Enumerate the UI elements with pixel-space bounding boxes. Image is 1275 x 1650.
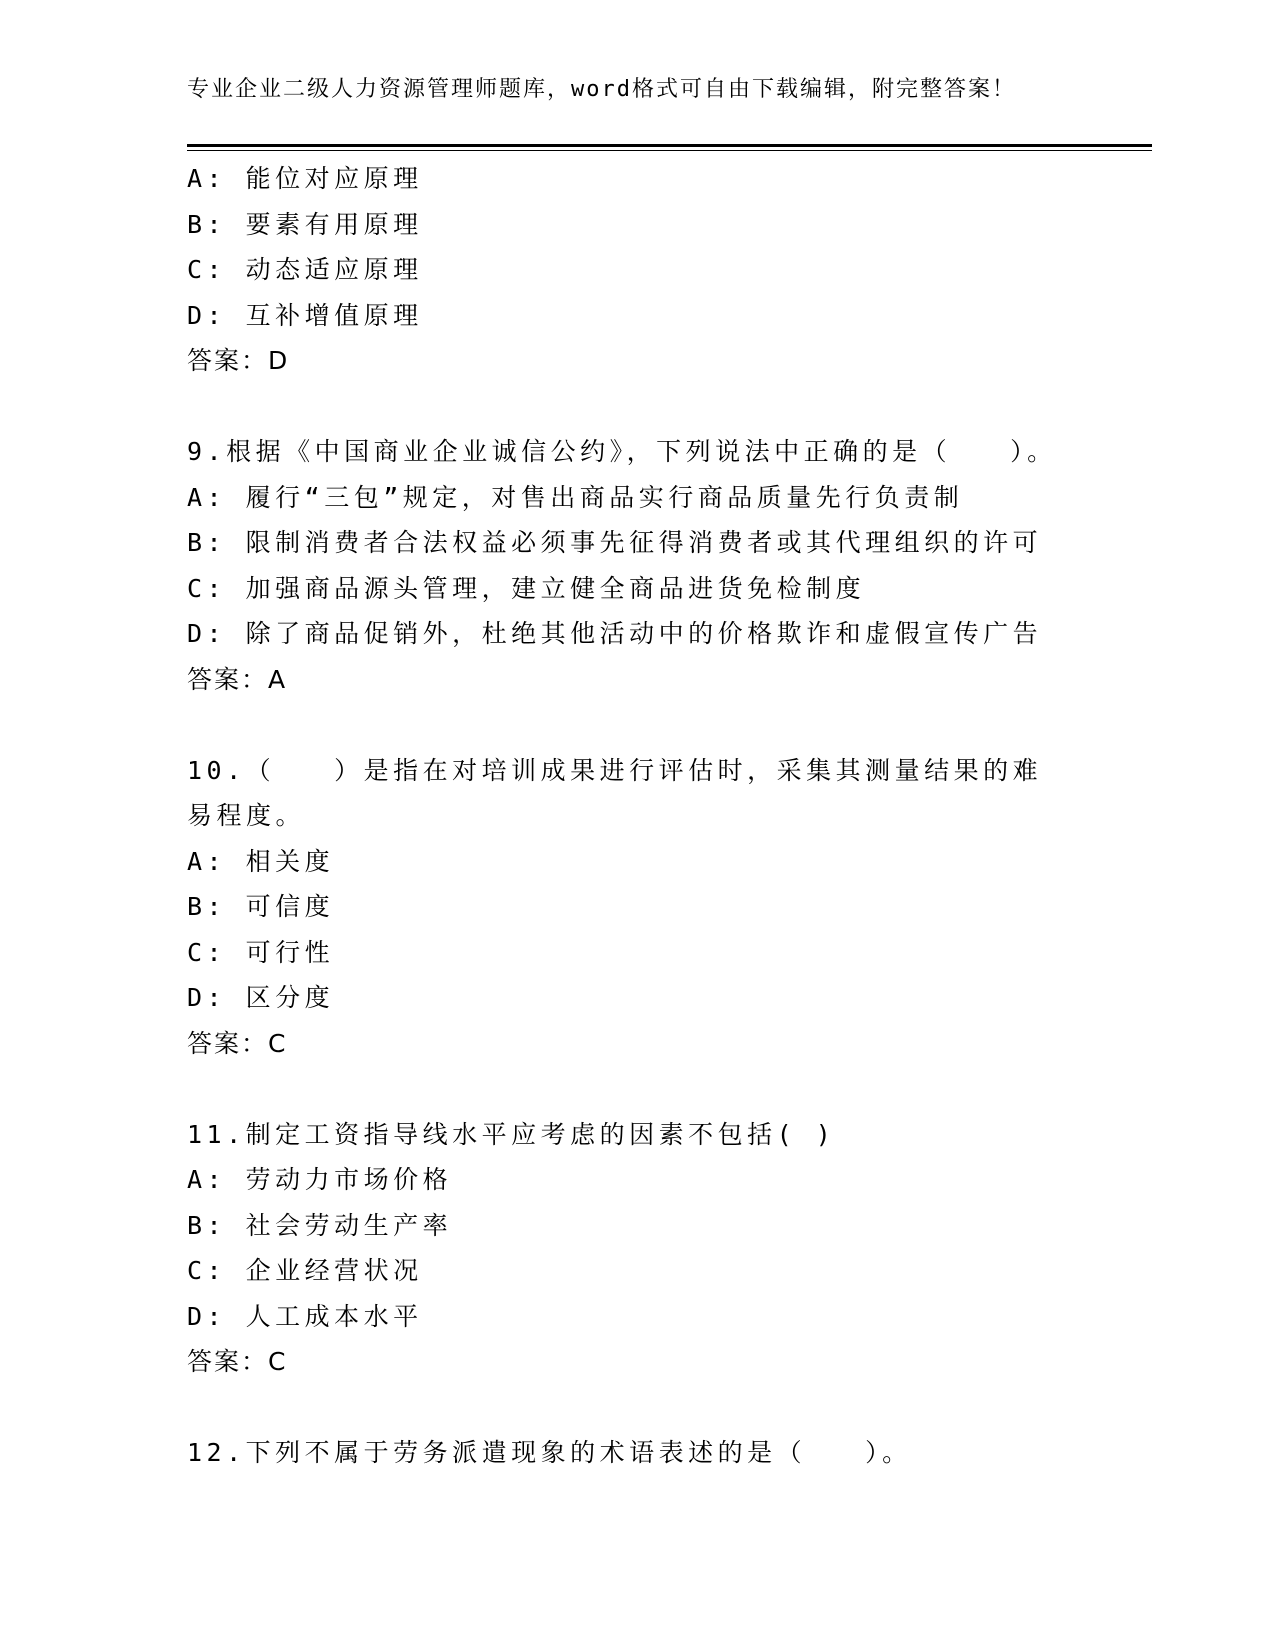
option-a: A: 履行“三包”规定，对售出商品实行商品质量先行负责制 <box>187 482 964 512</box>
option-b: B: 要素有用原理 <box>187 209 423 239</box>
option-c: C: 企业经营状况 <box>187 1256 423 1285</box>
option-a: A: 劳动力市场价格 <box>187 1165 453 1194</box>
question-stem: 10.（ ）是指在对培训成果进行评估时，采集其测量结果的难易程度。 <box>187 755 1043 830</box>
answer-label: 答案：C <box>187 1028 288 1058</box>
option-a: A: 能位对应原理 <box>187 164 423 193</box>
option-d: D: 互补增值原理 <box>187 300 423 330</box>
question-block-11 <box>187 1112 1087 1385</box>
option-c: C: 可行性 <box>187 937 335 967</box>
header-divider <box>187 144 1152 151</box>
option-b: B: 可信度 <box>187 892 335 921</box>
option-b: B: 限制消费者合法权益必须事先征得消费者或其代理组织的许可 <box>187 528 1043 557</box>
answer-label: 答案：A <box>187 664 288 694</box>
page-header: 专业企业二级人力资源管理师题库，word格式可自由下载编辑，附完整答案！ <box>187 77 1016 102</box>
question-stem: 12.下列不属于劳务派遣现象的术语表述的是（ ）。 <box>187 1438 912 1467</box>
question-block-12 <box>187 1430 1087 1476</box>
question-block-10 <box>187 748 1087 1067</box>
spacer <box>187 702 1087 748</box>
spacer <box>187 1066 1087 1112</box>
question-stem: 9.根据《中国商业企业诚信公约》，下列说法中正确的是（ ）。 <box>187 437 1057 466</box>
answer-label: 答案：C <box>187 1347 288 1376</box>
option-d: D: 人工成本水平 <box>187 1301 423 1331</box>
spacer <box>187 384 1087 430</box>
option-d: D: 区分度 <box>187 983 335 1012</box>
option-b: B: 社会劳动生产率 <box>187 1210 453 1240</box>
option-a: A: 相关度 <box>187 846 335 876</box>
option-d: D: 除了商品促销外，杜绝其他活动中的价格欺诈和虚假宣传广告 <box>187 619 1043 648</box>
question-block-9 <box>187 429 1087 702</box>
spacer <box>187 1385 1087 1431</box>
option-c: C: 动态适应原理 <box>187 255 423 284</box>
question-list <box>187 156 1087 1476</box>
question-stem: 11.制定工资指导线水平应考虑的因素不包括( ) <box>187 1119 836 1149</box>
option-c: C: 加强商品源头管理，建立健全商品进货免检制度 <box>187 573 866 603</box>
question-block-8 <box>187 156 1087 384</box>
answer-label: 答案：D <box>187 346 290 375</box>
